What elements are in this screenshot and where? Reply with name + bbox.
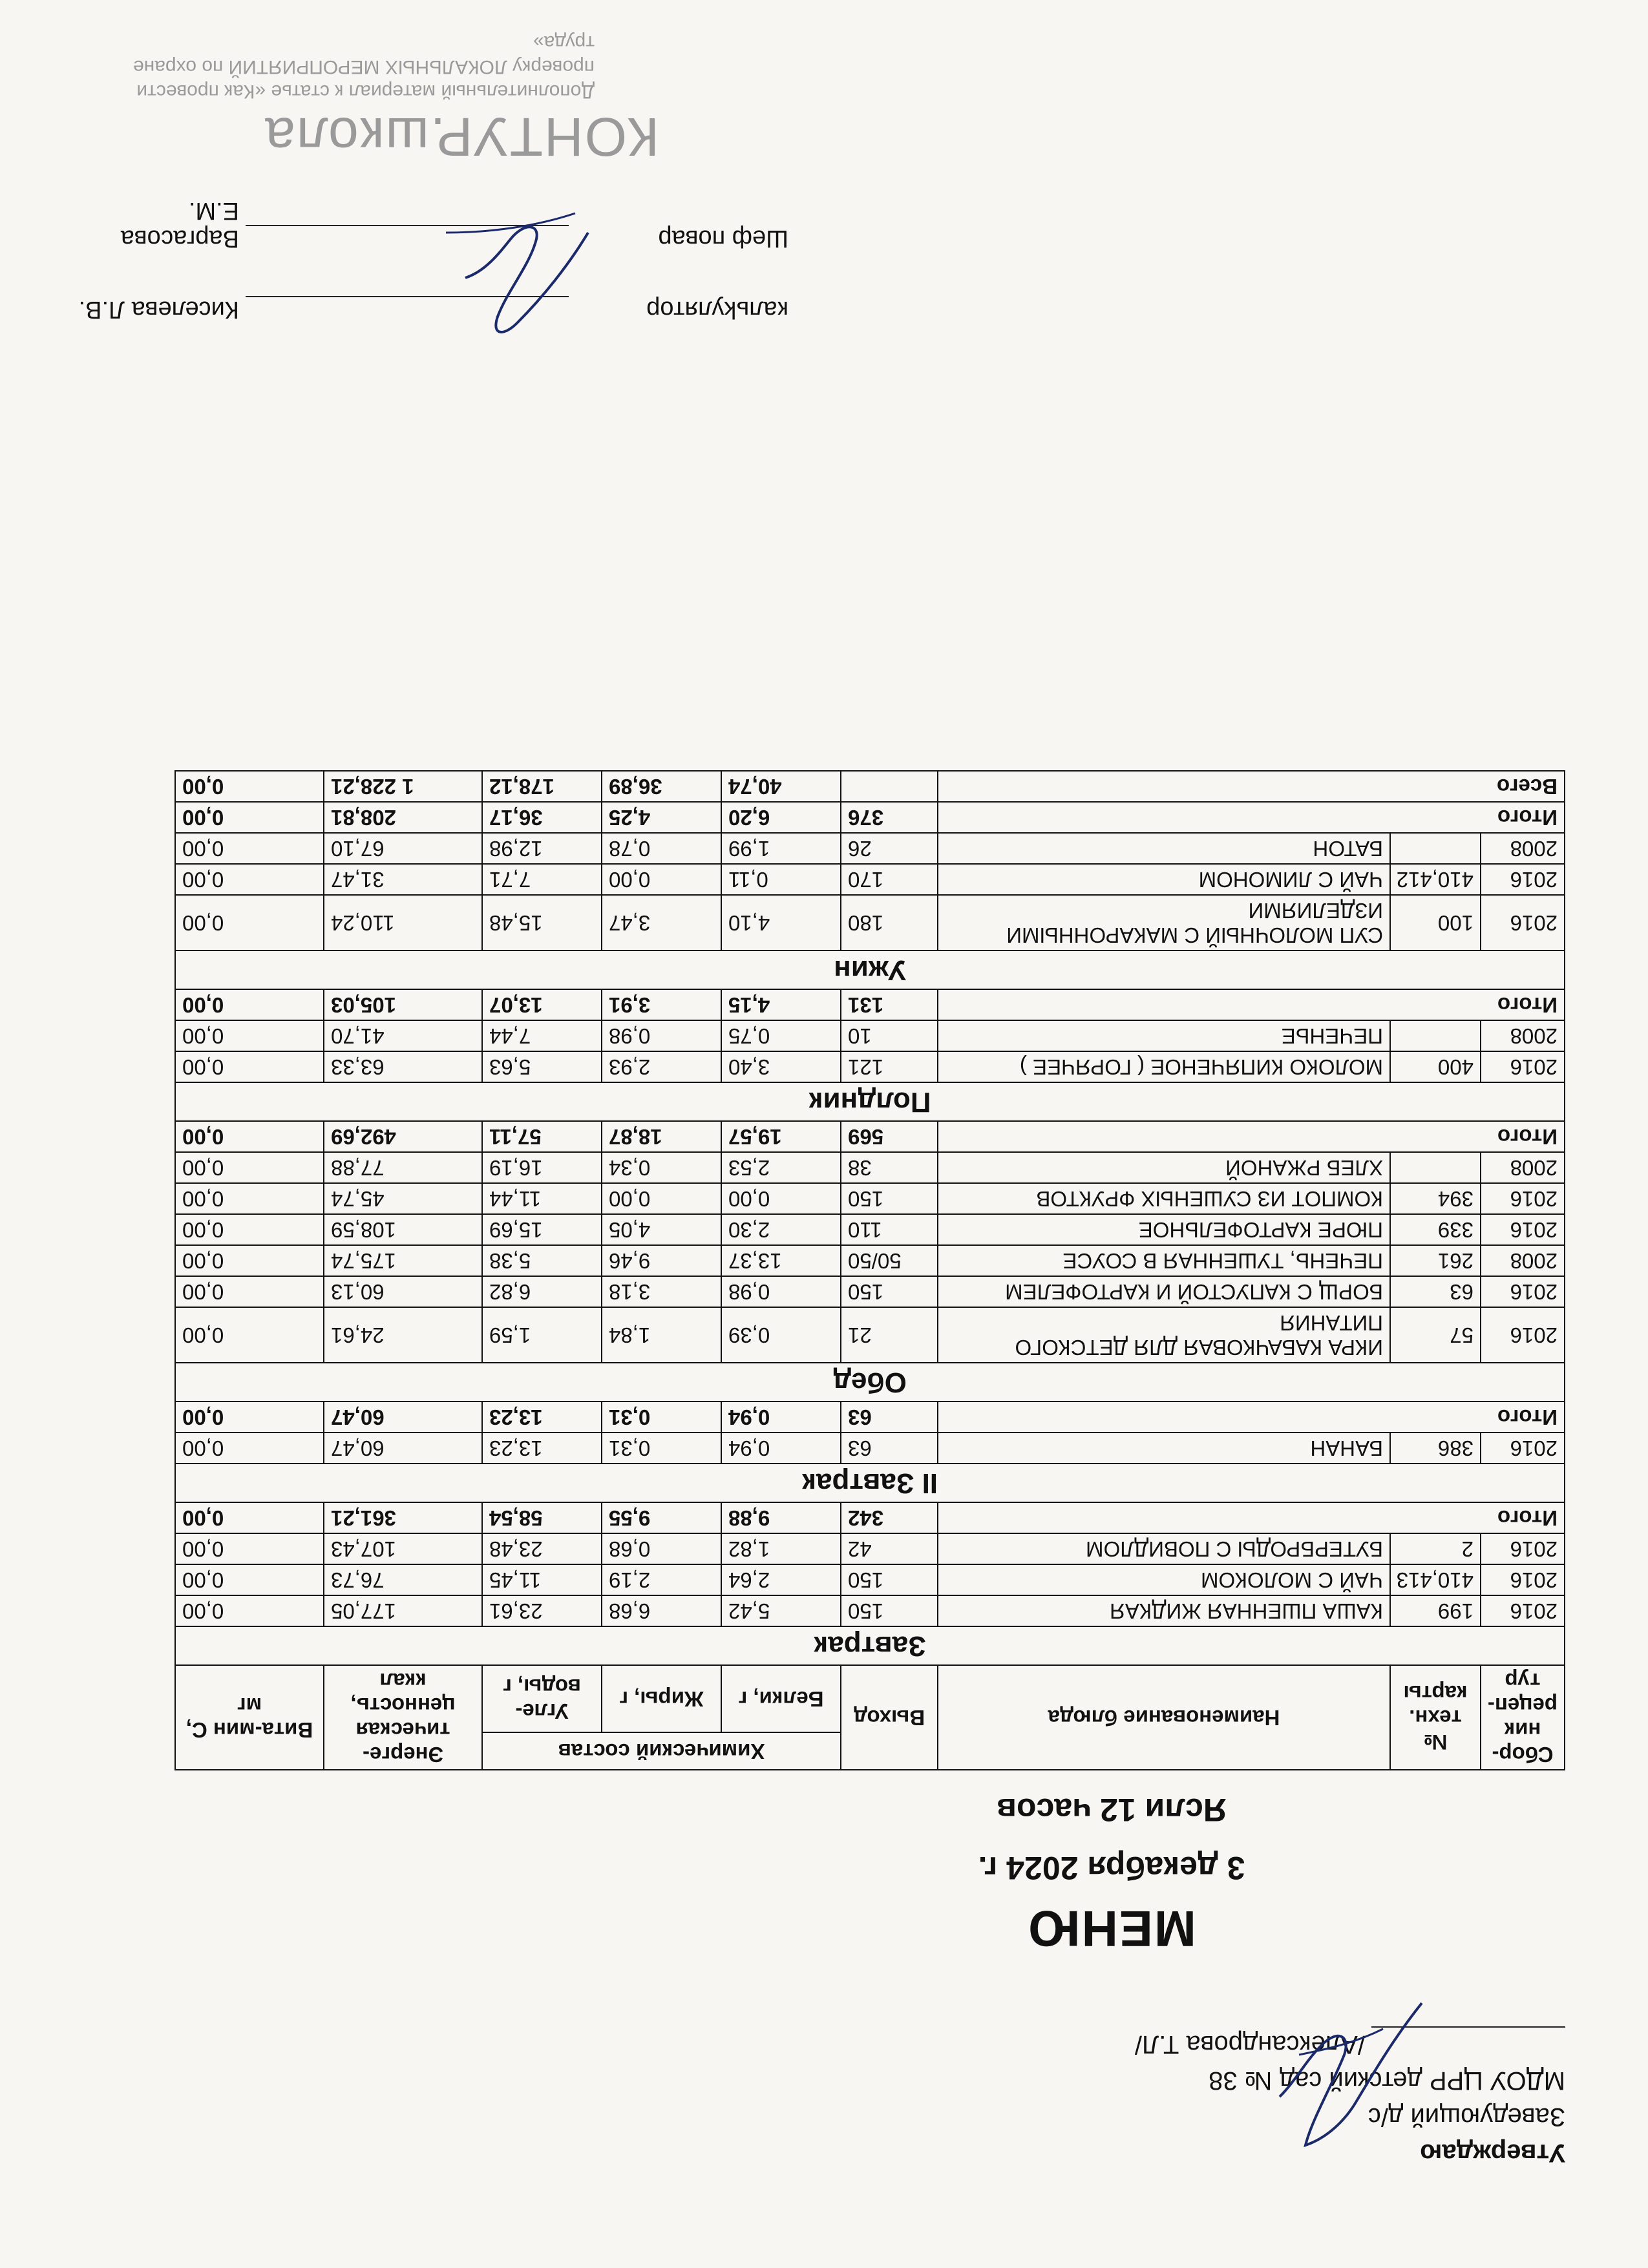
- protein-cell: 1,99: [721, 833, 841, 864]
- approval-heading: Утверждаю: [1420, 2139, 1565, 2167]
- fat-cell: 2,19: [602, 1564, 721, 1595]
- fat-cell: 4,05: [602, 1214, 721, 1245]
- vitamin-cell: 0,00: [175, 1433, 324, 1464]
- grand-total-vitamin-cell: 0,00: [175, 771, 324, 802]
- energy-cell: 77,88: [324, 1152, 482, 1183]
- protein-cell: 0,39: [721, 1307, 841, 1363]
- energy-cell: 45,74: [324, 1183, 482, 1214]
- collection-cell: 2016: [1481, 1595, 1565, 1626]
- total-label: Итого: [938, 802, 1565, 833]
- total-row: [175, 989, 1565, 1020]
- output-cell: 26: [841, 833, 938, 864]
- total-carbs-cell: 57,11: [482, 1121, 602, 1152]
- energy-cell: 76,73: [324, 1564, 482, 1595]
- total-fat-cell: 3,91: [602, 989, 721, 1020]
- section-header: [175, 1464, 1565, 1502]
- staff-name: Киселева Л.В.: [78, 296, 239, 323]
- table-row: [175, 1051, 1565, 1082]
- menu-table: [174, 770, 1565, 1770]
- vitamin-cell: 0,00: [175, 833, 324, 864]
- collection-cell: 2016: [1481, 1051, 1565, 1082]
- carbs-cell: 7,71: [482, 864, 602, 895]
- carbs-cell: 1,59: [482, 1307, 602, 1363]
- dish-cell: КОМПОТ ИЗ СУШЕНЫХ ФРУКТОВ: [938, 1183, 1390, 1214]
- energy-cell: 60,47: [324, 1433, 482, 1464]
- dish-cell: СУП МОЛОЧНЫЙ С МАКАРОННЫМИ ИЗДЕЛИЯМИ: [938, 895, 1390, 950]
- carbs-cell: 23,48: [482, 1533, 602, 1564]
- carbs-cell: 15,69: [482, 1214, 602, 1245]
- dish-cell: ЧАЙ С ЛИМОНОМ: [938, 864, 1390, 895]
- energy-cell: 110,24: [324, 895, 482, 950]
- section-title: Обед: [175, 1363, 1565, 1402]
- total-protein-cell: 0,94: [721, 1402, 841, 1433]
- carbs-cell: 13,23: [482, 1433, 602, 1464]
- total-vitamin-cell: 0,00: [175, 1502, 324, 1533]
- staff-role: Шеф повар: [658, 225, 788, 252]
- card-cell: 410,413: [1390, 1564, 1481, 1595]
- energy-cell: 24,61: [324, 1307, 482, 1363]
- card-cell: 57: [1390, 1307, 1481, 1363]
- fat-cell: 0,68: [602, 1533, 721, 1564]
- col-output: Выход: [841, 1665, 938, 1770]
- card-cell: 400: [1390, 1051, 1481, 1082]
- total-vitamin-cell: 0,00: [175, 989, 324, 1020]
- total-protein-cell: 4,15: [721, 989, 841, 1020]
- grand-total-label: Всего: [938, 771, 1565, 802]
- fat-cell: 0,98: [602, 1020, 721, 1051]
- carbs-cell: 7,44: [482, 1020, 602, 1051]
- card-cell: 199: [1390, 1595, 1481, 1626]
- total-output-cell: 376: [841, 802, 938, 833]
- total-carbs-cell: 36,17: [482, 802, 602, 833]
- total-protein-cell: 9,88: [721, 1502, 841, 1533]
- fat-cell: 3,47: [602, 895, 721, 950]
- output-cell: 150: [841, 1183, 938, 1214]
- carbs-cell: 16,19: [482, 1152, 602, 1183]
- protein-cell: 0,94: [721, 1433, 841, 1464]
- output-cell: 170: [841, 864, 938, 895]
- card-cell: 394: [1390, 1183, 1481, 1214]
- energy-cell: 60,13: [324, 1276, 482, 1307]
- menu-date: 3 декабря 2024 г.: [978, 1850, 1245, 1886]
- vitamin-cell: 0,00: [175, 864, 324, 895]
- energy-cell: 107,43: [324, 1533, 482, 1564]
- output-cell: 21: [841, 1307, 938, 1363]
- collection-cell: 2008: [1481, 1152, 1565, 1183]
- menu-group: Ясли 12 часов: [997, 1792, 1227, 1828]
- energy-cell: 175,74: [324, 1245, 482, 1276]
- total-fat-cell: 9,55: [602, 1502, 721, 1533]
- output-cell: 150: [841, 1276, 938, 1307]
- fat-cell: 3,18: [602, 1276, 721, 1307]
- card-cell: 63: [1390, 1276, 1481, 1307]
- protein-cell: 2,64: [721, 1564, 841, 1595]
- collection-cell: 2016: [1481, 1183, 1565, 1214]
- carbs-cell: 5,63: [482, 1051, 602, 1082]
- total-output-cell: 63: [841, 1402, 938, 1433]
- total-energy-cell: 492,69: [324, 1121, 482, 1152]
- output-cell: 10: [841, 1020, 938, 1051]
- protein-cell: 5,42: [721, 1595, 841, 1626]
- table-row: [175, 1214, 1565, 1245]
- dish-cell: ЧАЙ С МОЛОКОМ: [938, 1564, 1390, 1595]
- fat-cell: 6,68: [602, 1595, 721, 1626]
- table-row: [175, 1276, 1565, 1307]
- grand-total-fat-cell: 36,89: [602, 771, 721, 802]
- vitamin-cell: 0,00: [175, 1051, 324, 1082]
- table-row: [175, 1564, 1565, 1595]
- dish-cell: КАША ПШЕННАЯ ЖИДКАЯ: [938, 1595, 1390, 1626]
- staff-role: кальkулятор: [646, 296, 788, 323]
- total-energy-cell: 361,21: [324, 1502, 482, 1533]
- total-row: [175, 802, 1565, 833]
- total-vitamin-cell: 0,00: [175, 802, 324, 833]
- menu-title: МЕНЮ: [1027, 1900, 1196, 1957]
- protein-cell: 0,75: [721, 1020, 841, 1051]
- vitamin-cell: 0,00: [175, 1183, 324, 1214]
- section-header: [175, 1626, 1565, 1665]
- output-cell: 38: [841, 1152, 938, 1183]
- protein-cell: 4,10: [721, 895, 841, 950]
- energy-cell: 41,70: [324, 1020, 482, 1051]
- total-carbs-cell: 13,07: [482, 989, 602, 1020]
- dish-cell: БАТОН: [938, 833, 1390, 864]
- col-card: № техн. карты: [1390, 1665, 1481, 1770]
- energy-cell: 63,33: [324, 1051, 482, 1082]
- approval-signer: /Александрова Т.Л/: [1134, 2030, 1365, 2059]
- card-cell: [1390, 1152, 1481, 1183]
- col-fat: Жиры, г: [602, 1665, 721, 1732]
- protein-cell: 13,37: [721, 1245, 841, 1276]
- card-cell: 339: [1390, 1214, 1481, 1245]
- fat-cell: 0,31: [602, 1433, 721, 1464]
- col-collection: Сбор-ник рецеп-тур: [1481, 1665, 1565, 1770]
- kontur-logo: КОНТУР.школа: [264, 107, 659, 167]
- logo-note: Дополнительный материал к статье «Как провести проверку ЛОКАЛЬНЫХ МЕРОПРИЯТИЙ по охране труда»: [133, 32, 595, 102]
- dish-cell: ПЮРЕ КАРТОФЕЛЬНОЕ: [938, 1214, 1390, 1245]
- output-cell: 110: [841, 1214, 938, 1245]
- grand-total-protein-cell: 40,74: [721, 771, 841, 802]
- collection-cell: 2016: [1481, 1533, 1565, 1564]
- protein-cell: 0,00: [721, 1183, 841, 1214]
- section-title: Ужин: [175, 950, 1565, 989]
- card-cell: 2: [1390, 1533, 1481, 1564]
- carbs-cell: 23,61: [482, 1595, 602, 1626]
- table-row: [175, 1020, 1565, 1051]
- table-row: [175, 1433, 1565, 1464]
- output-cell: 150: [841, 1564, 938, 1595]
- collection-cell: 2016: [1481, 1433, 1565, 1464]
- staff-name: Варгасова Е.М.: [120, 197, 239, 252]
- total-energy-cell: 208,81: [324, 802, 482, 833]
- grand-total-row: [175, 771, 1565, 802]
- total-energy-cell: 60,47: [324, 1402, 482, 1433]
- total-row: [175, 1502, 1565, 1533]
- table-row: [175, 1245, 1565, 1276]
- col-chemical: Химический состав: [482, 1732, 841, 1770]
- dish-cell: ПЕЧЕНЬЕ: [938, 1020, 1390, 1051]
- section-title: Завтрак: [175, 1626, 1565, 1665]
- collection-cell: 2016: [1481, 1307, 1565, 1363]
- col-dish: Наименование блюда: [938, 1665, 1390, 1770]
- total-fat-cell: 4,25: [602, 802, 721, 833]
- card-cell: 261: [1390, 1245, 1481, 1276]
- carbs-cell: 15,48: [482, 895, 602, 950]
- card-cell: 100: [1390, 895, 1481, 950]
- output-cell: 180: [841, 895, 938, 950]
- fat-cell: 0,00: [602, 1183, 721, 1214]
- collection-cell: 2016: [1481, 1214, 1565, 1245]
- total-row: [175, 1402, 1565, 1433]
- protein-cell: 0,11: [721, 864, 841, 895]
- table-row: [175, 864, 1565, 895]
- total-output-cell: 569: [841, 1121, 938, 1152]
- dish-cell: БОРЩ С КАПУСТОЙ И КАРТОФЕЛЕМ: [938, 1276, 1390, 1307]
- carbs-cell: 6,82: [482, 1276, 602, 1307]
- carbs-cell: 5,38: [482, 1245, 602, 1276]
- fat-cell: 0,00: [602, 864, 721, 895]
- total-fat-cell: 0,31: [602, 1402, 721, 1433]
- output-cell: 150: [841, 1595, 938, 1626]
- handwritten-signature: [1267, 1990, 1435, 2158]
- energy-cell: 108,59: [324, 1214, 482, 1245]
- handwritten-signature: [420, 194, 614, 362]
- total-output-cell: 342: [841, 1502, 938, 1533]
- col-protein: Белки, г: [721, 1665, 841, 1732]
- header-row: [175, 1732, 1565, 1770]
- grand-total-carbs-cell: 178,12: [482, 771, 602, 802]
- card-cell: 386: [1390, 1433, 1481, 1464]
- table-row: [175, 1595, 1565, 1626]
- table-row: [175, 833, 1565, 864]
- output-cell: 50/50: [841, 1245, 938, 1276]
- energy-cell: 67,10: [324, 833, 482, 864]
- dish-cell: ПЕЧЕНЬ, ТУШЕННАЯ В СОУСЕ: [938, 1245, 1390, 1276]
- vitamin-cell: 0,00: [175, 1564, 324, 1595]
- total-vitamin-cell: 0,00: [175, 1121, 324, 1152]
- table-row: [175, 1533, 1565, 1564]
- fat-cell: 0,78: [602, 833, 721, 864]
- total-energy-cell: 105,03: [324, 989, 482, 1020]
- card-cell: [1390, 833, 1481, 864]
- col-energy: Энерге-тическая ценность, ккал: [324, 1665, 482, 1770]
- total-fat-cell: 18,87: [602, 1121, 721, 1152]
- total-protein-cell: 19,57: [721, 1121, 841, 1152]
- section-header: [175, 950, 1565, 989]
- total-row: [175, 1121, 1565, 1152]
- fat-cell: 1,84: [602, 1307, 721, 1363]
- vitamin-cell: 0,00: [175, 1214, 324, 1245]
- card-cell: 410,412: [1390, 864, 1481, 895]
- table-row: [175, 1307, 1565, 1363]
- protein-cell: 1,82: [721, 1533, 841, 1564]
- section-title: II Завтрак: [175, 1464, 1565, 1502]
- table-row: [175, 1183, 1565, 1214]
- card-cell: [1390, 1020, 1481, 1051]
- collection-cell: 2008: [1481, 833, 1565, 864]
- section-title: Полдник: [175, 1082, 1565, 1121]
- dish-cell: БУТЕРБРОДЫ С ПОВИДЛОМ: [938, 1533, 1390, 1564]
- collection-cell: 2008: [1481, 1020, 1565, 1051]
- vitamin-cell: 0,00: [175, 1020, 324, 1051]
- total-label: Итого: [938, 989, 1565, 1020]
- carbs-cell: 11,44: [482, 1183, 602, 1214]
- dish-cell: БАНАН: [938, 1433, 1390, 1464]
- vitamin-cell: 0,00: [175, 895, 324, 950]
- vitamin-cell: 0,00: [175, 1533, 324, 1564]
- protein-cell: 2,53: [721, 1152, 841, 1183]
- carbs-cell: 12,98: [482, 833, 602, 864]
- vitamin-cell: 0,00: [175, 1152, 324, 1183]
- collection-cell: 2016: [1481, 864, 1565, 895]
- section-header: [175, 1363, 1565, 1402]
- collection-cell: 2016: [1481, 895, 1565, 950]
- dish-cell: ХЛЕБ РЖАНОЙ: [938, 1152, 1390, 1183]
- section-header: [175, 1082, 1565, 1121]
- total-protein-cell: 6,20: [721, 802, 841, 833]
- protein-cell: 3,40: [721, 1051, 841, 1082]
- approval-org: МДОУ ЦРР детский сад № 38: [1209, 2066, 1565, 2095]
- total-label: Итого: [938, 1402, 1565, 1433]
- col-carbs: Угле-воды, г: [482, 1665, 602, 1732]
- total-carbs-cell: 58,54: [482, 1502, 602, 1533]
- output-cell: 63: [841, 1433, 938, 1464]
- total-vitamin-cell: 0,00: [175, 1402, 324, 1433]
- vitamin-cell: 0,00: [175, 1276, 324, 1307]
- table-row: [175, 895, 1565, 950]
- total-carbs-cell: 13,23: [482, 1402, 602, 1433]
- fat-cell: 0,34: [602, 1152, 721, 1183]
- approval-role: Заведующий д/с: [1368, 2103, 1565, 2131]
- col-vitamin: Вита-мин С, мг: [175, 1665, 324, 1770]
- collection-cell: 2016: [1481, 1564, 1565, 1595]
- energy-cell: 177,05: [324, 1595, 482, 1626]
- total-label: Итого: [938, 1502, 1565, 1533]
- grand-total-energy-cell: 1 228,21: [324, 771, 482, 802]
- vitamin-cell: 0,00: [175, 1595, 324, 1626]
- carbs-cell: 11,45: [482, 1564, 602, 1595]
- vitamin-cell: 0,00: [175, 1307, 324, 1363]
- dish-cell: ИКРА КАБАЧКОВАЯ ДЛЯ ДЕТСКОГО ПИТАНИЯ: [938, 1307, 1390, 1363]
- vitamin-cell: 0,00: [175, 1245, 324, 1276]
- collection-cell: 2016: [1481, 1276, 1565, 1307]
- table-row: [175, 1152, 1565, 1183]
- output-cell: 42: [841, 1533, 938, 1564]
- protein-cell: 0,98: [721, 1276, 841, 1307]
- total-output-cell: 131: [841, 989, 938, 1020]
- energy-cell: 31,47: [324, 864, 482, 895]
- collection-cell: 2008: [1481, 1245, 1565, 1276]
- menu-body: [175, 771, 1565, 1665]
- total-label: Итого: [938, 1121, 1565, 1152]
- output-cell: 121: [841, 1051, 938, 1082]
- fat-cell: 2,93: [602, 1051, 721, 1082]
- grand-total-output-cell: [841, 771, 938, 802]
- fat-cell: 9,46: [602, 1245, 721, 1276]
- protein-cell: 2,30: [721, 1214, 841, 1245]
- dish-cell: МОЛОКО КИПЯЧЕНОЕ ( ГОРЯЧЕЕ ): [938, 1051, 1390, 1082]
